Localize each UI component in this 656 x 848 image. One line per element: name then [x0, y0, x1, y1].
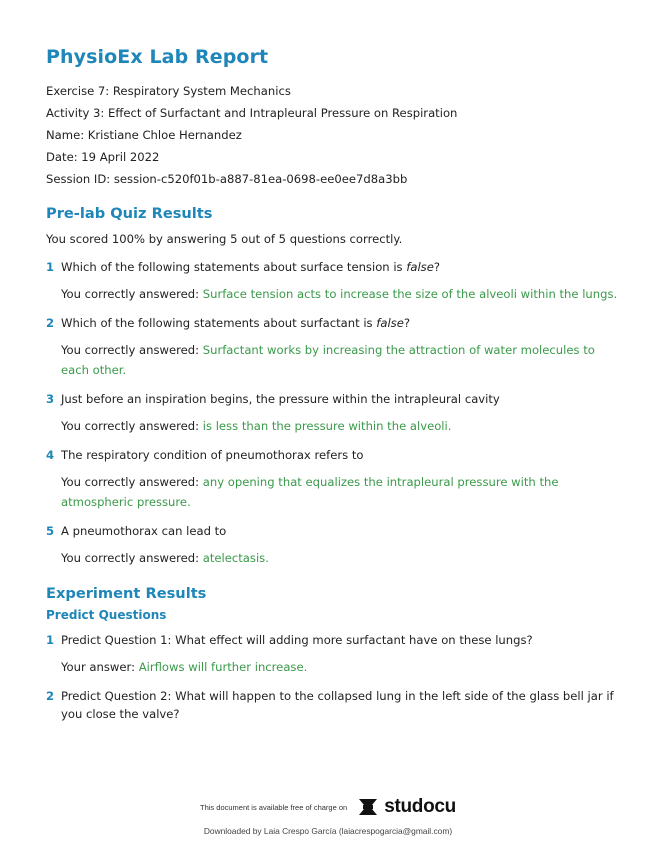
predict-questions-heading: Predict Questions [46, 608, 167, 622]
quiz-question-3 [46, 390, 626, 408]
question-number: 2 [46, 316, 55, 330]
predict-answer-1 [46, 657, 626, 677]
question-suffix: ? [433, 260, 441, 274]
answer-text: is less than the pressure within the alveoli. [202, 419, 452, 433]
question-emphasis: false [376, 316, 404, 330]
experiment-heading: Experiment Results [46, 585, 207, 602]
question-number: 2 [46, 689, 55, 703]
quiz-question-4 [46, 446, 626, 464]
session-line: Session ID: session-c520f01b-a887-81ea-0698-ee0ee7d8a3bb [46, 172, 408, 186]
predict-question-2 [46, 687, 626, 723]
answer-prefix: Your answer: [61, 660, 136, 674]
question-text: Just before an inspiration begins, the pressure within the intrapleural cavity [61, 392, 500, 406]
predict-question-1 [46, 631, 626, 649]
availability-note: This document is available free of charge on [200, 802, 348, 812]
quiz-answer-5 [46, 548, 626, 568]
exercise-line: Exercise 7: Respiratory System Mechanics [46, 84, 291, 98]
prelab-heading: Pre-lab Quiz Results [46, 205, 213, 222]
quiz-question-1 [46, 258, 626, 276]
date-line: Date: 19 April 2022 [46, 150, 160, 164]
quiz-answer-3 [46, 416, 626, 436]
question-emphasis: false [406, 260, 434, 274]
studocu-logo[interactable] [355, 796, 456, 818]
answer-prefix: You correctly answered: [61, 551, 200, 565]
answer-prefix: You correctly answered: [61, 419, 200, 433]
question-text: A pneumothorax can lead to [61, 524, 227, 538]
answer-prefix: You correctly answered: [61, 343, 200, 357]
question-number: 1 [46, 633, 55, 647]
question-text: Which of the following statements about surface tension is [61, 260, 407, 274]
answer-text: any opening that equalizes the intrapleural pressure with the atmospheric pressure. [61, 475, 559, 509]
studocu-wordmark: studocu [384, 796, 456, 817]
question-text: Predict Question 1: What effect will adding more surfactant have on these lungs? [61, 633, 533, 647]
question-text: Predict Question 2: What will happen to the collapsed lung in the left side of the glass bell jar if you close the valve? [61, 689, 614, 721]
download-attribution: Downloaded by Laia Crespo García (laiacrespogarcia@gmail.com) [203, 826, 453, 836]
activity-line: Activity 3: Effect of Surfactant and Intrapleural Pressure on Respiration [46, 106, 458, 120]
answer-text: atelectasis. [202, 551, 269, 565]
prelab-score: You scored 100% by answering 5 out of 5 questions correctly. [46, 232, 403, 246]
question-number: 1 [46, 260, 55, 274]
answer-text: Surfactant works by increasing the attraction of water molecules to each other. [61, 343, 595, 377]
studocu-s-icon [355, 796, 381, 818]
quiz-question-5 [46, 522, 626, 540]
quiz-answer-2 [46, 340, 626, 380]
question-number: 3 [46, 392, 55, 406]
answer-prefix: You correctly answered: [61, 475, 200, 489]
answer-prefix: You correctly answered: [61, 287, 200, 301]
question-text: Which of the following statements about surfactant is [61, 316, 377, 330]
answer-text: Airflows will further increase. [138, 660, 308, 674]
question-suffix: ? [403, 316, 411, 330]
answer-text: Surface tension acts to increase the size of the alveoli within the lungs. [202, 287, 618, 301]
lab-report-page [46, 46, 626, 723]
quiz-question-2 [46, 314, 626, 332]
report-title: PhysioEx Lab Report [46, 46, 269, 68]
quiz-answer-1 [46, 284, 626, 304]
name-line: Name: Kristiane Chloe Hernandez [46, 128, 242, 142]
studocu-banner [0, 794, 656, 820]
quiz-answer-4 [46, 472, 626, 512]
question-number: 5 [46, 524, 55, 538]
question-text: The respiratory condition of pneumothorax refers to [61, 448, 364, 462]
question-number: 4 [46, 448, 55, 462]
